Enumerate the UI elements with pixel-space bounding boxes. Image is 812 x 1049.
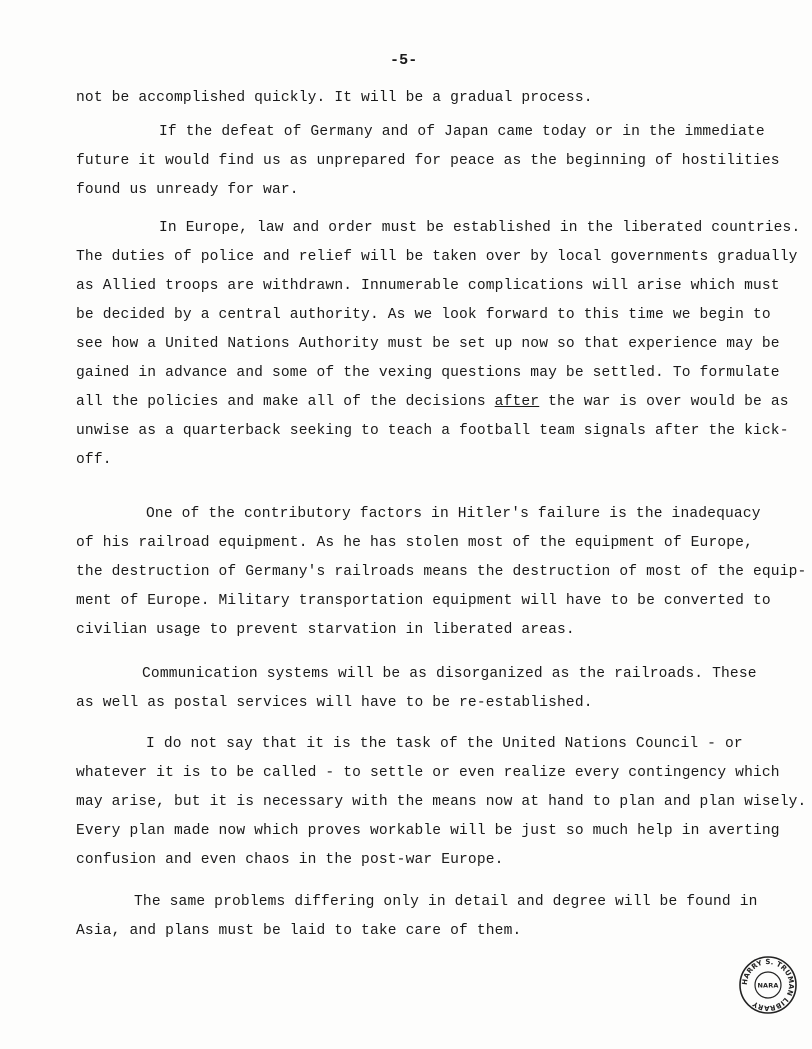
text-line: may arise, but it is necessary with the means now at hand to plan and plan wisely. xyxy=(76,794,807,810)
text-line: Communication systems will be as disorganized as the railroads. These xyxy=(142,666,757,682)
text-line: If the defeat of Germany and of Japan came today or in the immediate xyxy=(159,124,765,140)
text-line: off. xyxy=(76,452,112,468)
text-line: ment of Europe. Military transportation equipment will have to be converted to xyxy=(76,593,771,609)
text-line: In Europe, law and order must be established in the liberated countries. xyxy=(159,220,801,236)
paragraph-defeat xyxy=(76,118,780,205)
text-line: The same problems differing only in detail and degree will be found in xyxy=(134,894,758,910)
page-number: -5- xyxy=(390,52,418,69)
paragraph-europe xyxy=(76,214,801,475)
text-line: future it would find us as unprepared for peace as the beginning of hostilities xyxy=(76,153,780,169)
text-line: found us unready for war. xyxy=(76,182,299,198)
paragraph-asia xyxy=(76,888,758,946)
text-line: Asia, and plans must be laid to take care of them. xyxy=(76,923,522,939)
text-line: the destruction of Germany's railroads means the destruction of most of the equip- xyxy=(76,564,807,580)
underlined-word: after xyxy=(494,394,540,410)
text-line: as well as postal services will have to be re-established. xyxy=(76,695,593,711)
text-line: whatever it is to be called - to settle or even realize every contingency which xyxy=(76,765,780,781)
text-segment: all the policies and make all of the decisions xyxy=(76,394,495,410)
seal-inner-text: NARA xyxy=(757,981,779,990)
paragraph-continuation xyxy=(76,84,736,113)
text-line: Every plan made now which proves workable will be just so much help in averting xyxy=(76,823,780,839)
library-seal-stamp xyxy=(738,955,798,1015)
text-line: be decided by a central authority. As we look forward to this time we begin to xyxy=(76,307,771,323)
text-line: unwise as a quarterback seeking to teach a football team signals after the kick- xyxy=(76,423,789,439)
text-line: confusion and even chaos in the post-war Europe. xyxy=(76,852,504,868)
text-line: The duties of police and relief will be taken over by local governments gradually xyxy=(76,249,798,265)
text-line: civilian usage to prevent starvation in liberated areas. xyxy=(76,622,575,638)
paragraph-communication xyxy=(76,660,757,718)
text-segment: the war is over would be as xyxy=(539,394,789,410)
seal-outer-text: HARRY S. TRUMAN LIBRARY xyxy=(740,957,796,1013)
text-line xyxy=(76,388,789,417)
text-line: One of the contributory factors in Hitler's failure is the inadequacy xyxy=(146,506,761,522)
text-line: of his railroad equipment. As he has stolen most of the equipment of Europe, xyxy=(76,535,753,551)
paragraph-council xyxy=(76,730,807,875)
text-line: gained in advance and some of the vexing questions may be settled. To formulate xyxy=(76,365,780,381)
text-line: not be accomplished quickly. It will be a gradual process. xyxy=(76,90,593,106)
text-line: see how a United Nations Authority must be set up now so that experience may be xyxy=(76,336,780,352)
paragraph-railroads xyxy=(76,500,807,645)
text-line: as Allied troops are withdrawn. Innumerable complications will arise which must xyxy=(76,278,780,294)
text-line: I do not say that it is the task of the United Nations Council - or xyxy=(146,736,743,752)
